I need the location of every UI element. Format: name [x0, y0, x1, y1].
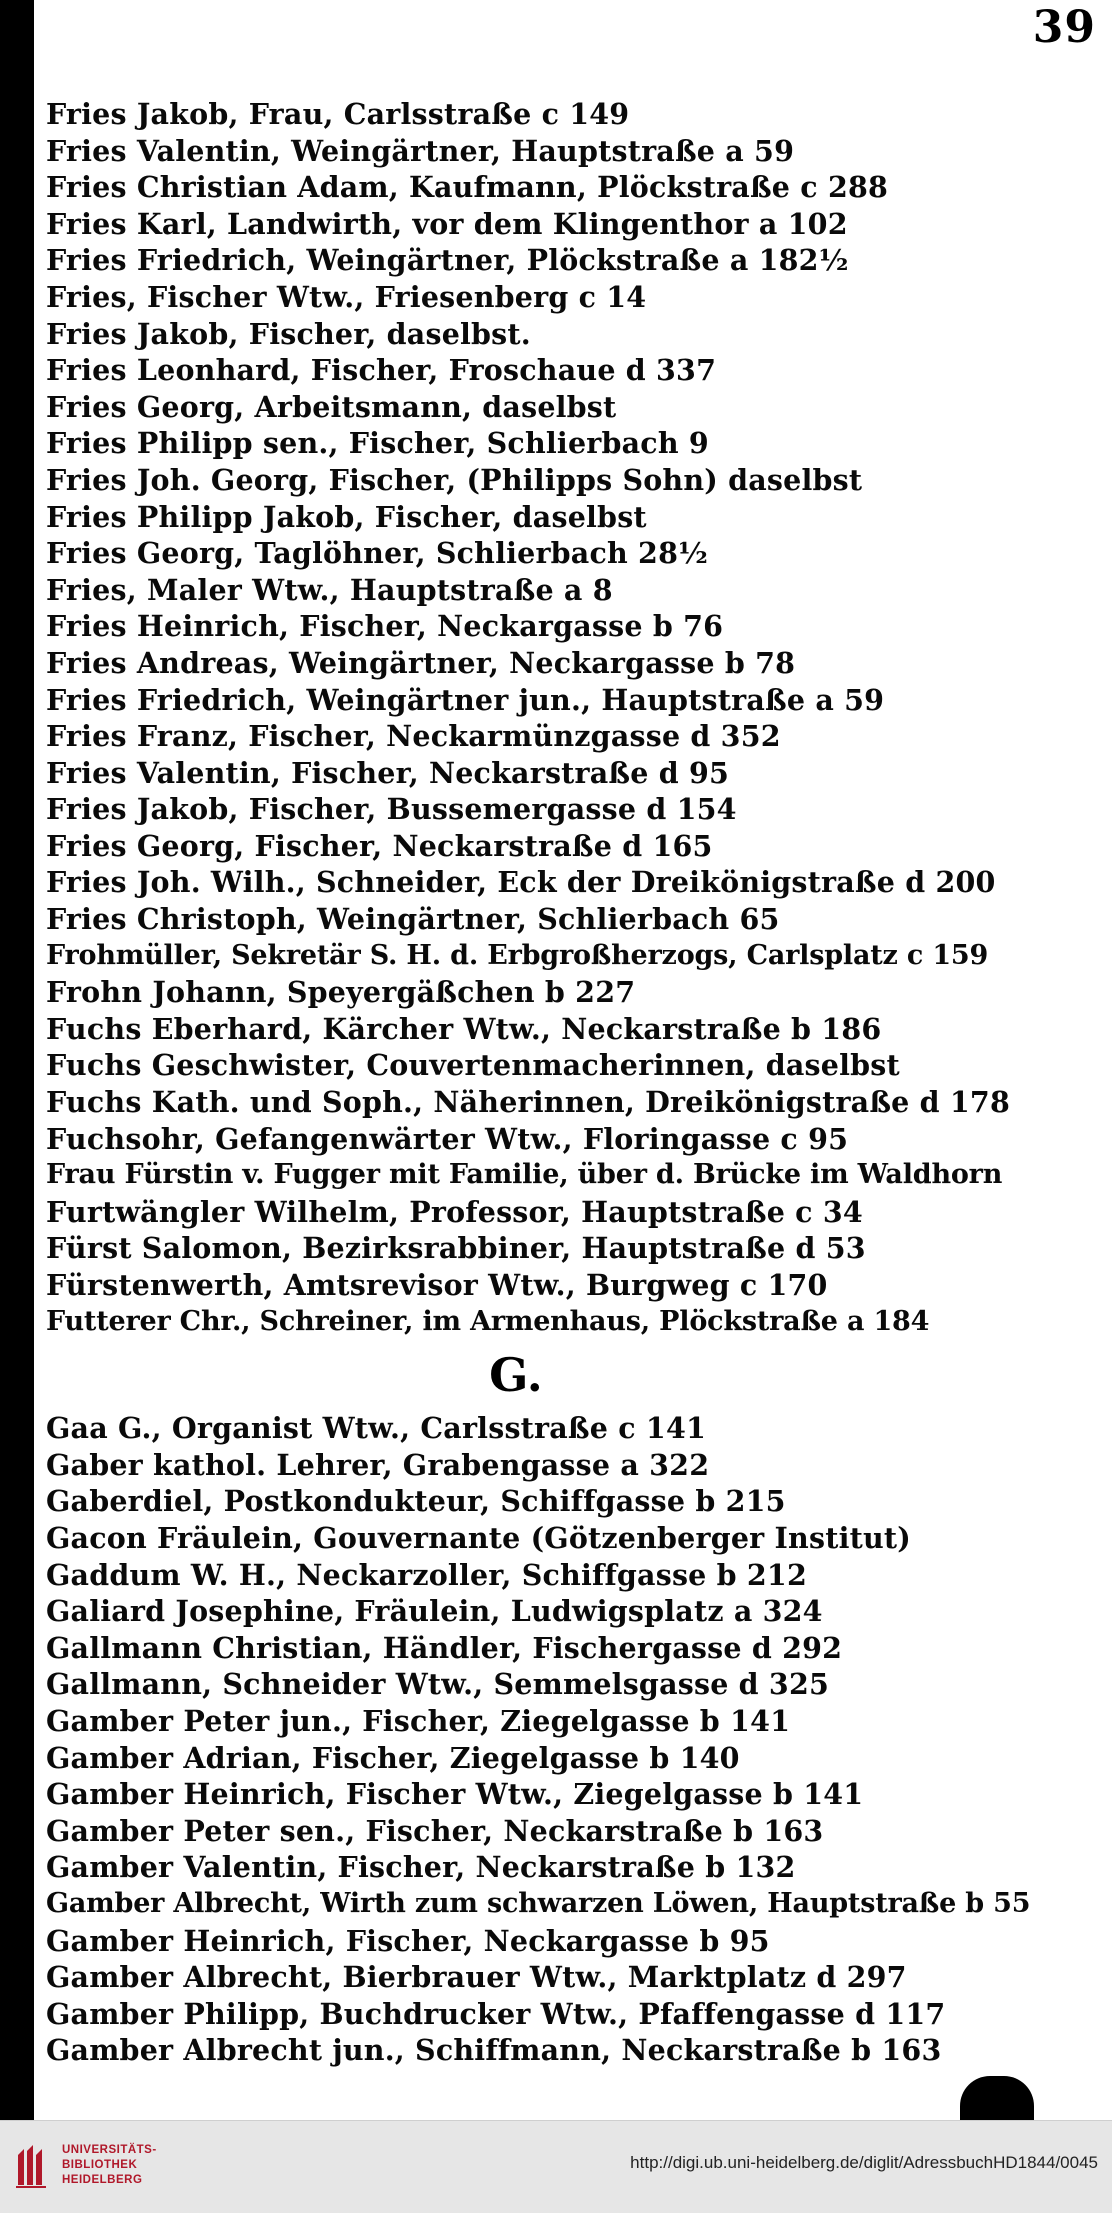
directory-entry: Gamber Peter sen., Fischer, Neckarstraße b 163 — [46, 1813, 824, 1848]
directory-list — [46, 96, 1106, 2069]
directory-entry: Gamber Heinrich, Fischer, Neckargasse b 95 — [46, 1923, 770, 1958]
directory-entry: Gaber kathol. Lehrer, Grabengasse a 322 — [46, 1447, 710, 1482]
directory-entry: Fuchsohr, Gefangenwärter Wtw., Floringasse c 95 — [46, 1121, 849, 1156]
directory-entry: Fries Leonhard, Fischer, Froschaue d 337 — [46, 353, 717, 388]
library-name-line: BIBLIOTHEK — [62, 2159, 138, 2171]
directory-entry: Gamber Albrecht jun., Schiffmann, Neckarstraße b 163 — [46, 2033, 942, 2068]
directory-entry: Gamber Philipp, Buchdrucker Wtw., Pfaffengasse d 117 — [46, 1996, 946, 2031]
directory-entry: Fuchs Eberhard, Kärcher Wtw., Neckarstraße b 186 — [46, 1011, 882, 1046]
permalink-url[interactable]: http://digi.ub.uni-heidelberg.de/diglit/AdressbuchHD1844/0045 — [630, 2153, 1098, 2172]
library-name[interactable] — [62, 2143, 157, 2188]
directory-entry: Gamber Heinrich, Fischer Wtw., Ziegelgasse b 141 — [46, 1777, 864, 1812]
directory-entry: Fries Valentin, Weingärtner, Hauptstraße a 59 — [46, 133, 795, 168]
directory-entry: Fries Jakob, Frau, Carlsstraße c 149 — [46, 97, 630, 131]
directory-entry: Fuchs Kath. und Soph., Näherinnen, Dreikönigstraße d 178 — [46, 1085, 1010, 1120]
directory-entry: Fries Friedrich, Weingärtner, Plöckstraße a 182½ — [46, 243, 849, 278]
directory-entry: Gamber Adrian, Fischer, Ziegelgasse b 140 — [46, 1740, 740, 1775]
directory-entry: Fuchs Geschwister, Couvertenmacherinnen, daselbst — [46, 1048, 900, 1083]
directory-entry: Gallmann Christian, Händler, Fischergasse d 292 — [46, 1630, 843, 1665]
directory-entry: Frohn Johann, Speyergäßchen b 227 — [46, 975, 636, 1010]
directory-entry: Gamber Albrecht, Wirth zum schwarzen Löwen, Hauptstraße b 55 — [46, 1887, 1031, 1919]
viewer-footer — [0, 2120, 1112, 2213]
directory-entry: Fries Heinrich, Fischer, Neckargasse b 76 — [46, 609, 724, 644]
directory-entry: Fries Christoph, Weingärtner, Schlierbach 65 — [46, 902, 780, 937]
directory-entry: Frohmüller, Sekretär S. H. d. Erbgroßherzogs, Carlsplatz c 159 — [46, 939, 989, 971]
directory-entry: Gamber Valentin, Fischer, Neckarstraße b 132 — [46, 1850, 796, 1885]
directory-entry: Fries Karl, Landwirth, vor dem Klingenthor a 102 — [46, 206, 848, 241]
directory-entry: Furtwängler Wilhelm, Professor, Hauptstraße c 34 — [46, 1194, 863, 1229]
page-number: 39 — [1032, 2, 1096, 53]
directory-entry: Gacon Fräulein, Gouvernante (Götzenberger Institut) — [46, 1520, 911, 1555]
directory-entry: Gaberdiel, Postkondukteur, Schiffgasse b 215 — [46, 1484, 786, 1519]
page-edge-shadow — [0, 0, 34, 2120]
directory-entry: Galiard Josephine, Fräulein, Ludwigsplatz a 324 — [46, 1594, 823, 1629]
directory-entry: Futterer Chr., Schreiner, im Armenhaus, Plöckstraße a 184 — [46, 1305, 930, 1337]
directory-entry: Fries Philipp Jakob, Fischer, daselbst — [46, 499, 647, 534]
directory-entry: Fries Georg, Taglöhner, Schlierbach 28½ — [46, 536, 709, 571]
directory-entry: Fries Valentin, Fischer, Neckarstraße d 95 — [46, 755, 730, 790]
section-heading-letter: G. — [489, 1348, 543, 1403]
directory-entry: Fries Franz, Fischer, Neckarmünzgasse d 352 — [46, 719, 781, 754]
directory-entry: Fries Joh. Georg, Fischer, (Philipps Sohn) daselbst — [46, 462, 863, 497]
directory-entry: Fürst Salomon, Bezirksrabbiner, Hauptstraße d 53 — [46, 1231, 866, 1266]
directory-entry: Fries Christian Adam, Kaufmann, Plöckstraße c 288 — [46, 170, 889, 205]
directory-entry: Fries Joh. Wilh., Schneider, Eck der Dreikönigstraße d 200 — [46, 865, 996, 900]
ink-blot — [960, 2076, 1034, 2120]
directory-entry: Fries Jakob, Fischer, daselbst. — [46, 316, 531, 351]
directory-entry: Fries Jakob, Fischer, Bussemergasse d 154 — [46, 792, 737, 827]
library-name-line: UNIVERSITÄTS- — [62, 2144, 157, 2156]
directory-entry: Fries Friedrich, Weingärtner jun., Hauptstraße a 59 — [46, 682, 885, 717]
directory-entry: Gamber Albrecht, Bierbrauer Wtw., Marktplatz d 297 — [46, 1960, 907, 1995]
library-name-line: HEIDELBERG — [62, 2174, 143, 2186]
directory-entry: Gaddum W. H., Neckarzoller, Schiffgasse b 212 — [46, 1557, 807, 1592]
directory-entry: Fries, Fischer Wtw., Friesenberg c 14 — [46, 279, 647, 314]
university-library-logo-icon[interactable] — [14, 2141, 50, 2189]
directory-entry: Gamber Peter jun., Fischer, Ziegelgasse b 141 — [46, 1703, 791, 1738]
directory-entry: Fries Georg, Fischer, Neckarstraße d 165 — [46, 828, 713, 863]
directory-entry: Fries Georg, Arbeitsmann, daselbst — [46, 389, 617, 424]
directory-entry: Gaa G., Organist Wtw., Carlsstraße c 141 — [46, 1411, 707, 1446]
directory-entry: Fries Andreas, Weingärtner, Neckargasse b 78 — [46, 645, 796, 680]
directory-entry: Fries Philipp sen., Fischer, Schlierbach 9 — [46, 426, 709, 461]
directory-entry: Gallmann, Schneider Wtw., Semmelsgasse d 325 — [46, 1667, 830, 1702]
directory-entry: Fürstenwerth, Amtsrevisor Wtw., Burgweg c 170 — [46, 1268, 828, 1302]
directory-entry: Fries, Maler Wtw., Hauptstraße a 8 — [46, 572, 613, 607]
directory-entry: Frau Fürstin v. Fugger mit Familie, über d. Brücke im Waldhorn — [46, 1159, 1003, 1191]
